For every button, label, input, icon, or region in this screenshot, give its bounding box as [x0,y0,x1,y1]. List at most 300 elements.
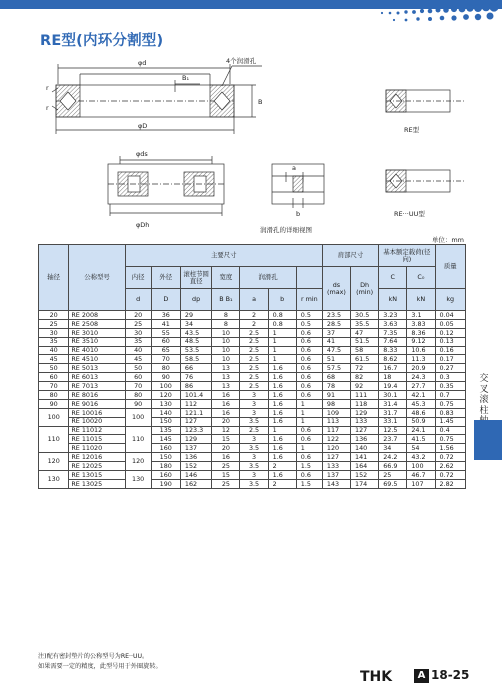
cell-model: RE 7013 [69,382,125,391]
cell-B: 10 [212,337,240,346]
header-mass: 质量 [435,245,466,289]
label-lube-detail: 润滑孔的详细视图 [260,226,312,234]
svg-text:THK: THK [360,669,393,683]
cell-r: 0.6 [296,373,322,382]
cell-shaft: 45 [39,355,69,364]
cell-Dh: 92 [351,382,379,391]
cell-B: 16 [212,391,240,400]
table-row [39,382,466,391]
cell-dp: 101.4 [180,391,211,400]
cell-b: 0.8 [268,311,296,320]
cell-mass: 0.75 [435,435,466,444]
label-lube-holes: 4个润滑孔 [226,57,257,65]
table-row [39,408,466,417]
label-phi-Dh: φDh [136,221,150,229]
cell-B: 25 [212,479,240,488]
cell-ds: 127 [322,453,350,462]
header-pitch-dia: 滚柱节圆直径 [180,267,211,289]
cell-r: 0.6 [296,391,322,400]
cell-C0: 10.6 [407,346,435,355]
cell-Dh: 118 [351,399,379,408]
cell-dp: 123.3 [180,426,211,435]
header-sym-dp: dp [180,289,211,311]
cell-B: 10 [212,328,240,337]
cell-C: 30.1 [379,391,407,400]
header-unit-kg: kg [435,289,466,311]
cell-dp: 152 [180,462,211,471]
cell-dp: 162 [180,479,211,488]
cell-C0: 27.7 [407,382,435,391]
cell-model: RE 3010 [69,328,125,337]
cell-shaft: 70 [39,382,69,391]
table-row [39,426,466,435]
cell-model: RE 6013 [69,373,125,382]
label-b-small: b [296,210,301,218]
cell-ds: 28.5 [322,319,350,328]
cell-r: 1 [296,417,322,426]
label-phi-D: φD [138,122,148,130]
cell-D: 160 [151,444,180,453]
header-model-no: 公称型号 [69,245,125,311]
cell-ds: 57.5 [322,364,350,373]
table-row [39,462,466,471]
header-sym-r: r min [296,289,322,311]
cell-r: 0.6 [296,337,322,346]
cell-C: 8.62 [379,355,407,364]
cell-a: 2.5 [240,355,268,364]
cell-C: 7.64 [379,337,407,346]
cell-b: 1 [268,346,296,355]
cell-d: 40 [125,346,151,355]
cell-B: 16 [212,408,240,417]
cell-C0: 107 [407,479,435,488]
cell-dp: 129 [180,435,211,444]
cell-a: 2 [240,311,268,320]
cell-C0: 46.7 [407,471,435,480]
cell-C: 25 [379,471,407,480]
cell-mass: 0.04 [435,311,466,320]
cell-r: 0.6 [296,355,322,364]
cell-shaft: 80 [39,391,69,400]
cell-B: 13 [212,382,240,391]
header-c: C [379,267,407,289]
page-title: RE型(内环分割型) [40,33,164,49]
cell-B: 12 [212,426,240,435]
cell-D: 90 [151,373,180,382]
header-outer-dia: 外径 [151,267,180,289]
cell-d: 90 [125,399,151,408]
cell-model: RE 3510 [69,337,125,346]
cell-d: 45 [125,355,151,364]
cell-d: 110 [125,426,151,453]
header-unit-kn1: kN [379,289,407,311]
cell-C0: 42.1 [407,391,435,400]
table-row [39,337,466,346]
cell-C: 12.5 [379,426,407,435]
cell-model: RE 11015 [69,435,125,444]
cell-Dh: 133 [351,417,379,426]
cell-b: 1.6 [268,399,296,408]
cell-Dh: 140 [351,444,379,453]
header-sym-b: b [268,289,296,311]
cell-b: 2 [268,462,296,471]
cell-d: 100 [125,408,151,426]
cell-a: 3.5 [240,444,268,453]
cell-model: RE 8016 [69,391,125,400]
cell-D: 80 [151,364,180,373]
cell-D: 160 [151,471,180,480]
section-side-tab [474,420,502,460]
cell-D: 180 [151,462,180,471]
header-r-blank [296,267,322,289]
cell-D: 100 [151,382,180,391]
cell-shaft: 20 [39,311,69,320]
cell-model: RE 10016 [69,408,125,417]
cell-d: 25 [125,319,151,328]
cell-Dh: 136 [351,435,379,444]
cell-C0: 100 [407,462,435,471]
cell-D: 150 [151,417,180,426]
cell-model: RE 13025 [69,479,125,488]
cell-D: 190 [151,479,180,488]
cell-a: 2.5 [240,364,268,373]
footnote [38,652,162,672]
cell-dp: 34 [180,319,211,328]
cell-shaft: 50 [39,364,69,373]
cell-B: 8 [212,311,240,320]
cell-mass: 0.72 [435,471,466,480]
label-re-uu-type: RE···UU型 [394,210,425,218]
cell-mass: 1.56 [435,444,466,453]
cell-D: 150 [151,453,180,462]
cell-ds: 68 [322,373,350,382]
cell-mass: 0.72 [435,453,466,462]
cell-C: 18 [379,373,407,382]
cell-Dh: 164 [351,462,379,471]
cell-dp: 136 [180,453,211,462]
table-row [39,417,466,426]
cell-D: 130 [151,399,180,408]
cell-ds: 37 [322,328,350,337]
cell-B: 10 [212,346,240,355]
cell-Dh: 111 [351,391,379,400]
cell-C: 34 [379,444,407,453]
cell-C: 66.9 [379,462,407,471]
table-row [39,471,466,480]
cell-D: 36 [151,311,180,320]
cell-C0: 43.2 [407,453,435,462]
header-unit-kn2: kN [407,289,435,311]
cell-Dh: 152 [351,471,379,480]
cell-mass: 0.12 [435,328,466,337]
cell-mass: 2.82 [435,479,466,488]
cell-mass: 0.75 [435,399,466,408]
cell-r: 0.6 [296,435,322,444]
label-b1: B₁ [182,74,190,82]
cell-r: 0.6 [296,346,322,355]
cell-Dh: 58 [351,346,379,355]
cell-C0: 24.1 [407,426,435,435]
cell-mass: 0.17 [435,355,466,364]
cell-d: 20 [125,311,151,320]
cell-ds: 51 [322,355,350,364]
label-phi-ds: φds [136,150,148,158]
cell-a: 2.5 [240,328,268,337]
table-row [39,435,466,444]
header-sym-B: B B₁ [212,289,240,311]
cell-a: 3 [240,399,268,408]
footnote-line-2: 如果需要一定的精度，此型号用于外圈旋转。 [38,663,162,670]
header-dh: Dh (min) [351,267,379,311]
table-row [39,328,466,337]
cell-r: 1 [296,408,322,417]
cell-model: RE 4510 [69,355,125,364]
cell-B: 15 [212,435,240,444]
cell-C: 69.5 [379,479,407,488]
table-row [39,479,466,488]
cell-Dh: 47 [351,328,379,337]
cell-r: 0.6 [296,382,322,391]
cell-model: RE 11020 [69,444,125,453]
cell-mass: 0.16 [435,346,466,355]
cell-d: 60 [125,373,151,382]
cell-C0: 3.83 [407,319,435,328]
cell-ds: 113 [322,417,350,426]
cell-a: 2.5 [240,373,268,382]
cell-d: 120 [125,453,151,471]
cell-C0: 48.6 [407,408,435,417]
cell-C0: 41.5 [407,435,435,444]
header-inner-dia: 内径 [125,267,151,289]
cell-a: 3 [240,471,268,480]
cell-a: 3 [240,453,268,462]
cell-B: 13 [212,364,240,373]
cell-shaft: 120 [39,453,69,471]
table-row [39,453,466,462]
cell-a: 2.5 [240,337,268,346]
cell-ds: 109 [322,408,350,417]
cell-ds: 133 [322,462,350,471]
cell-model: RE 4010 [69,346,125,355]
cell-mass: 2.62 [435,462,466,471]
label-b: B [258,98,263,106]
bearing-drawing [0,52,502,242]
cell-model: RE 11012 [69,426,125,435]
cell-b: 1.6 [268,382,296,391]
cell-r: 1 [296,399,322,408]
cell-shaft: 30 [39,328,69,337]
cell-C0: 3.1 [407,311,435,320]
cell-b: 1.6 [268,444,296,453]
cell-dp: 76 [180,373,211,382]
cell-ds: 91 [322,391,350,400]
cell-r: 0.6 [296,453,322,462]
cell-C: 7.35 [379,328,407,337]
cell-d: 35 [125,337,151,346]
header-sym-a: a [240,289,268,311]
cell-d: 80 [125,391,151,400]
cell-Dh: 174 [351,479,379,488]
cell-Dh: 72 [351,364,379,373]
cell-B: 15 [212,471,240,480]
cell-ds: 98 [322,399,350,408]
cell-model: RE 2008 [69,311,125,320]
spec-table [38,244,466,489]
cell-b: 1.6 [268,435,296,444]
cell-a: 2.5 [240,382,268,391]
cell-D: 135 [151,426,180,435]
header-main-dims: 主要尺寸 [125,245,322,267]
cell-dp: 43.5 [180,328,211,337]
cell-ds: 122 [322,435,350,444]
cell-mass: 0.35 [435,382,466,391]
cell-D: 120 [151,391,180,400]
cell-C: 33.1 [379,417,407,426]
cell-ds: 47.5 [322,346,350,355]
cell-C0: 24.3 [407,373,435,382]
header-sym-D: D [151,289,180,311]
cell-C: 31.7 [379,408,407,417]
cell-r: 1.5 [296,479,322,488]
cell-shaft: 60 [39,373,69,382]
cell-mass: 1.45 [435,417,466,426]
cell-d: 30 [125,328,151,337]
cell-r: 0.6 [296,426,322,435]
cell-B: 16 [212,399,240,408]
cell-mass: 0.3 [435,373,466,382]
cell-b: 0.8 [268,319,296,328]
cell-Dh: 129 [351,408,379,417]
cell-D: 41 [151,319,180,328]
cell-C0: 45.3 [407,399,435,408]
cell-b: 1 [268,355,296,364]
cell-dp: 58.5 [180,355,211,364]
table-row [39,355,466,364]
cell-dp: 127 [180,417,211,426]
cell-B: 16 [212,453,240,462]
cell-C: 24.2 [379,453,407,462]
cell-model: RE 10020 [69,417,125,426]
cell-ds: 117 [322,426,350,435]
cell-model: RE 2508 [69,319,125,328]
cell-a: 2.5 [240,346,268,355]
cell-ds: 143 [322,479,350,488]
cell-C: 16.7 [379,364,407,373]
cell-dp: 146 [180,471,211,480]
cell-B: 25 [212,462,240,471]
cell-mass: 0.13 [435,337,466,346]
cell-C: 19.4 [379,382,407,391]
header-width: 宽度 [212,267,240,289]
cell-r: 0.6 [296,364,322,373]
cell-shaft: 130 [39,471,69,489]
cell-a: 3 [240,391,268,400]
cell-Dh: 61.5 [351,355,379,364]
cell-d: 50 [125,364,151,373]
cell-a: 2.5 [240,426,268,435]
cell-model: RE 13015 [69,471,125,480]
cell-D: 70 [151,355,180,364]
cell-b: 1.6 [268,373,296,382]
cell-b: 1 [268,328,296,337]
label-a: a [292,164,296,172]
cell-r: 0.6 [296,471,322,480]
cell-D: 140 [151,408,180,417]
cell-D: 60 [151,337,180,346]
page-number: 18-25 [431,668,470,682]
cell-ds: 23.5 [322,311,350,320]
cell-b: 2 [268,479,296,488]
cell-B: 10 [212,355,240,364]
cell-r: 1.5 [296,462,322,471]
header-ds: ds (max) [322,267,350,311]
cell-C: 23.7 [379,435,407,444]
footnote-line-1: 注)配有密封垫片的公称型号为RE··UU。 [38,653,149,660]
table-row [39,364,466,373]
cell-dp: 66 [180,364,211,373]
cell-b: 1 [268,426,296,435]
cell-Dh: 30.5 [351,311,379,320]
cell-D: 55 [151,328,180,337]
table-row [39,444,466,453]
cell-Dh: 35.5 [351,319,379,328]
cell-a: 3.5 [240,479,268,488]
cell-C: 3.63 [379,319,407,328]
cell-shaft: 25 [39,319,69,328]
cell-r: 0.6 [296,328,322,337]
cell-shaft: 35 [39,337,69,346]
header-shaft-dia: 轴径 [39,245,69,311]
cell-shaft: 100 [39,408,69,426]
cell-model: RE 9016 [69,399,125,408]
cell-b: 1.6 [268,471,296,480]
header-c0: C₀ [407,267,435,289]
label-r-lower: r [46,104,49,112]
cell-C0: 20.9 [407,364,435,373]
cell-dp: 53.5 [180,346,211,355]
cell-b: 1.6 [268,417,296,426]
cell-C0: 9.12 [407,337,435,346]
cell-Dh: 141 [351,453,379,462]
cell-b: 1 [268,337,296,346]
cell-mass: 0.05 [435,319,466,328]
cell-r: 0.5 [296,319,322,328]
cell-b: 1.6 [268,453,296,462]
cell-C: 8.33 [379,346,407,355]
header-sym-d: d [125,289,151,311]
label-r-upper: r [46,84,49,92]
table-row [39,399,466,408]
cell-mass: 0.4 [435,426,466,435]
cell-a: 3 [240,435,268,444]
label-phi-d: φd [138,59,147,67]
cell-dp: 121.1 [180,408,211,417]
cell-ds: 78 [322,382,350,391]
cell-shaft: 110 [39,426,69,453]
cell-shaft: 90 [39,399,69,408]
cell-dp: 29 [180,311,211,320]
cell-D: 145 [151,435,180,444]
cell-C: 31.4 [379,399,407,408]
spec-table-body [39,311,466,489]
brand-logo [360,669,410,683]
cell-D: 65 [151,346,180,355]
cell-dp: 112 [180,399,211,408]
cell-d: 130 [125,471,151,489]
cell-a: 2 [240,319,268,328]
unit-label: 单位：mm [431,236,464,244]
cell-mass: 0.27 [435,364,466,373]
